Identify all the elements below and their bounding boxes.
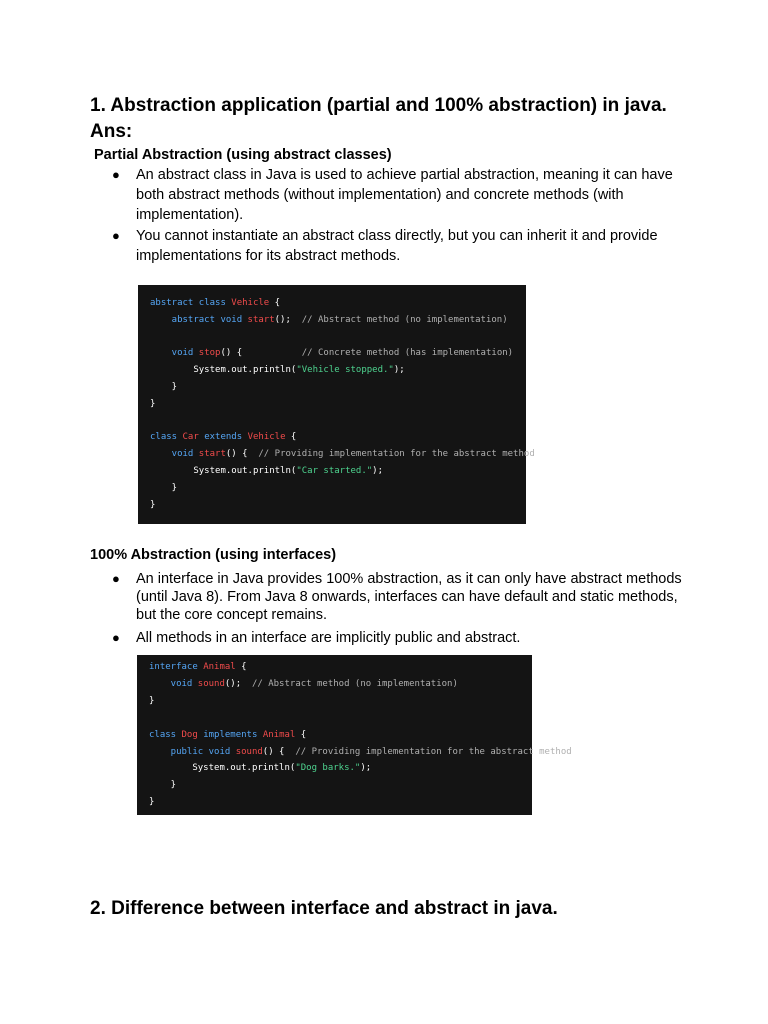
list-item [110, 570, 690, 624]
code-token: void [150, 348, 199, 359]
code-token: void [149, 678, 198, 689]
code-token: "Dog barks." [295, 763, 361, 774]
code-line [150, 312, 508, 329]
code-token: // Providing implementation for the abstract method [295, 746, 572, 757]
full-abstraction-heading: 100% Abstraction (using interfaces) [90, 547, 337, 563]
code-token: } [150, 398, 156, 409]
partial-abstraction-bullet-list [110, 165, 690, 266]
bullet-text: All methods in an interface are implicitly public and abstract. [136, 630, 521, 646]
code-token: void [208, 746, 236, 757]
code-line [150, 446, 535, 463]
bullet-icon: ● [112, 228, 120, 243]
bullet-icon: ● [112, 167, 120, 182]
code-line [150, 379, 177, 396]
code-token: Dog [181, 729, 204, 740]
code-line [149, 659, 247, 676]
code-token: { [295, 729, 307, 740]
code-token: class [198, 298, 232, 308]
code-token: void [220, 314, 248, 325]
code-line [150, 480, 177, 497]
code-token: (); [224, 678, 252, 689]
code-line [149, 727, 306, 744]
code-token: class [150, 432, 183, 443]
code-token: Animal [203, 662, 236, 672]
code-line [149, 794, 154, 811]
bullet-text: You cannot instantiate an abstract class directly, but you can inherit it and provide implementations for its abstract methods. [136, 228, 658, 264]
code-token: Car [182, 432, 205, 443]
code-token: { [269, 298, 281, 308]
code-token: Vehicle [247, 432, 286, 443]
section-1-title: 1. Abstraction application (partial and 100% abstraction) in java. [90, 95, 667, 116]
partial-abstraction-heading: Partial Abstraction (using abstract classes) [94, 147, 392, 163]
code-token: stop [198, 348, 221, 359]
code-token: { [235, 662, 247, 672]
code-token: ); [372, 466, 384, 476]
code-token: (); [274, 314, 302, 325]
code-line [150, 345, 513, 362]
code-line [149, 676, 458, 693]
code-token: sound [235, 746, 263, 757]
code-line [149, 744, 572, 761]
code-token: () { [262, 746, 296, 757]
list-item [110, 629, 690, 647]
code-token: } [149, 797, 155, 808]
code-token: } [149, 780, 177, 791]
code-token: () { [220, 348, 302, 359]
code-line [150, 497, 155, 514]
code-token: () { [225, 449, 259, 460]
full-abstraction-bullet-list [110, 570, 690, 647]
list-item [110, 226, 690, 266]
code-line [150, 429, 296, 446]
animal-code-snippet [137, 655, 572, 815]
code-token: } [150, 482, 178, 493]
code-token: } [150, 382, 178, 392]
code-token: "Car started." [296, 466, 373, 476]
code-token: ); [393, 365, 405, 376]
code-token: interface [149, 662, 204, 672]
vehicle-code-snippet [138, 285, 535, 524]
code-token: // Concrete method (has implementation) [301, 348, 514, 359]
code-token: // Abstract method (no implementation) [301, 314, 508, 325]
code-token: start [198, 449, 226, 460]
code-token: } [149, 695, 155, 706]
code-line [150, 463, 383, 480]
code-line [149, 760, 371, 777]
bullet-icon: ● [112, 630, 120, 645]
code-token: implements [203, 729, 263, 740]
code-token: // Providing implementation for the abstract method [258, 449, 535, 460]
code-token: sound [197, 678, 225, 689]
code-line [150, 295, 280, 312]
section-2-title: 2. Difference between interface and abstract in java. [90, 898, 558, 919]
code-token: Vehicle [231, 298, 270, 308]
code-token: System.out.println( [150, 466, 297, 476]
answer-label: Ans: [90, 121, 133, 142]
bullet-text: An interface in Java provides 100% abstraction, as it can only have abstract methods (until Java 8). From Java 8 onwards, interfaces can have default and static methods, but the core concept remains. [136, 571, 682, 623]
code-token: extends [204, 432, 248, 443]
code-token: System.out.println( [149, 763, 296, 774]
bullet-icon: ● [112, 571, 120, 586]
bullet-text: An abstract class in Java is used to achieve partial abstraction, meaning it can have both abstract methods (without implementation) and concrete methods (with implementation). [136, 167, 673, 223]
code-token: start [247, 314, 275, 325]
code-token: { [285, 432, 297, 443]
code-token: public [149, 746, 209, 757]
code-line [150, 362, 405, 379]
code-token: abstract [150, 298, 199, 308]
code-token: ); [360, 763, 372, 774]
code-token: abstract [150, 314, 221, 325]
code-token: class [149, 729, 182, 740]
code-token: System.out.println( [150, 365, 297, 376]
code-token: "Vehicle stopped." [296, 365, 394, 376]
code-token: // Abstract method (no implementation) [251, 678, 458, 689]
code-token: Animal [262, 729, 296, 740]
code-line [149, 693, 154, 710]
code-token: void [150, 449, 199, 460]
list-item [110, 165, 690, 225]
code-line [149, 777, 176, 794]
code-token: } [150, 499, 156, 510]
code-line [150, 396, 155, 413]
